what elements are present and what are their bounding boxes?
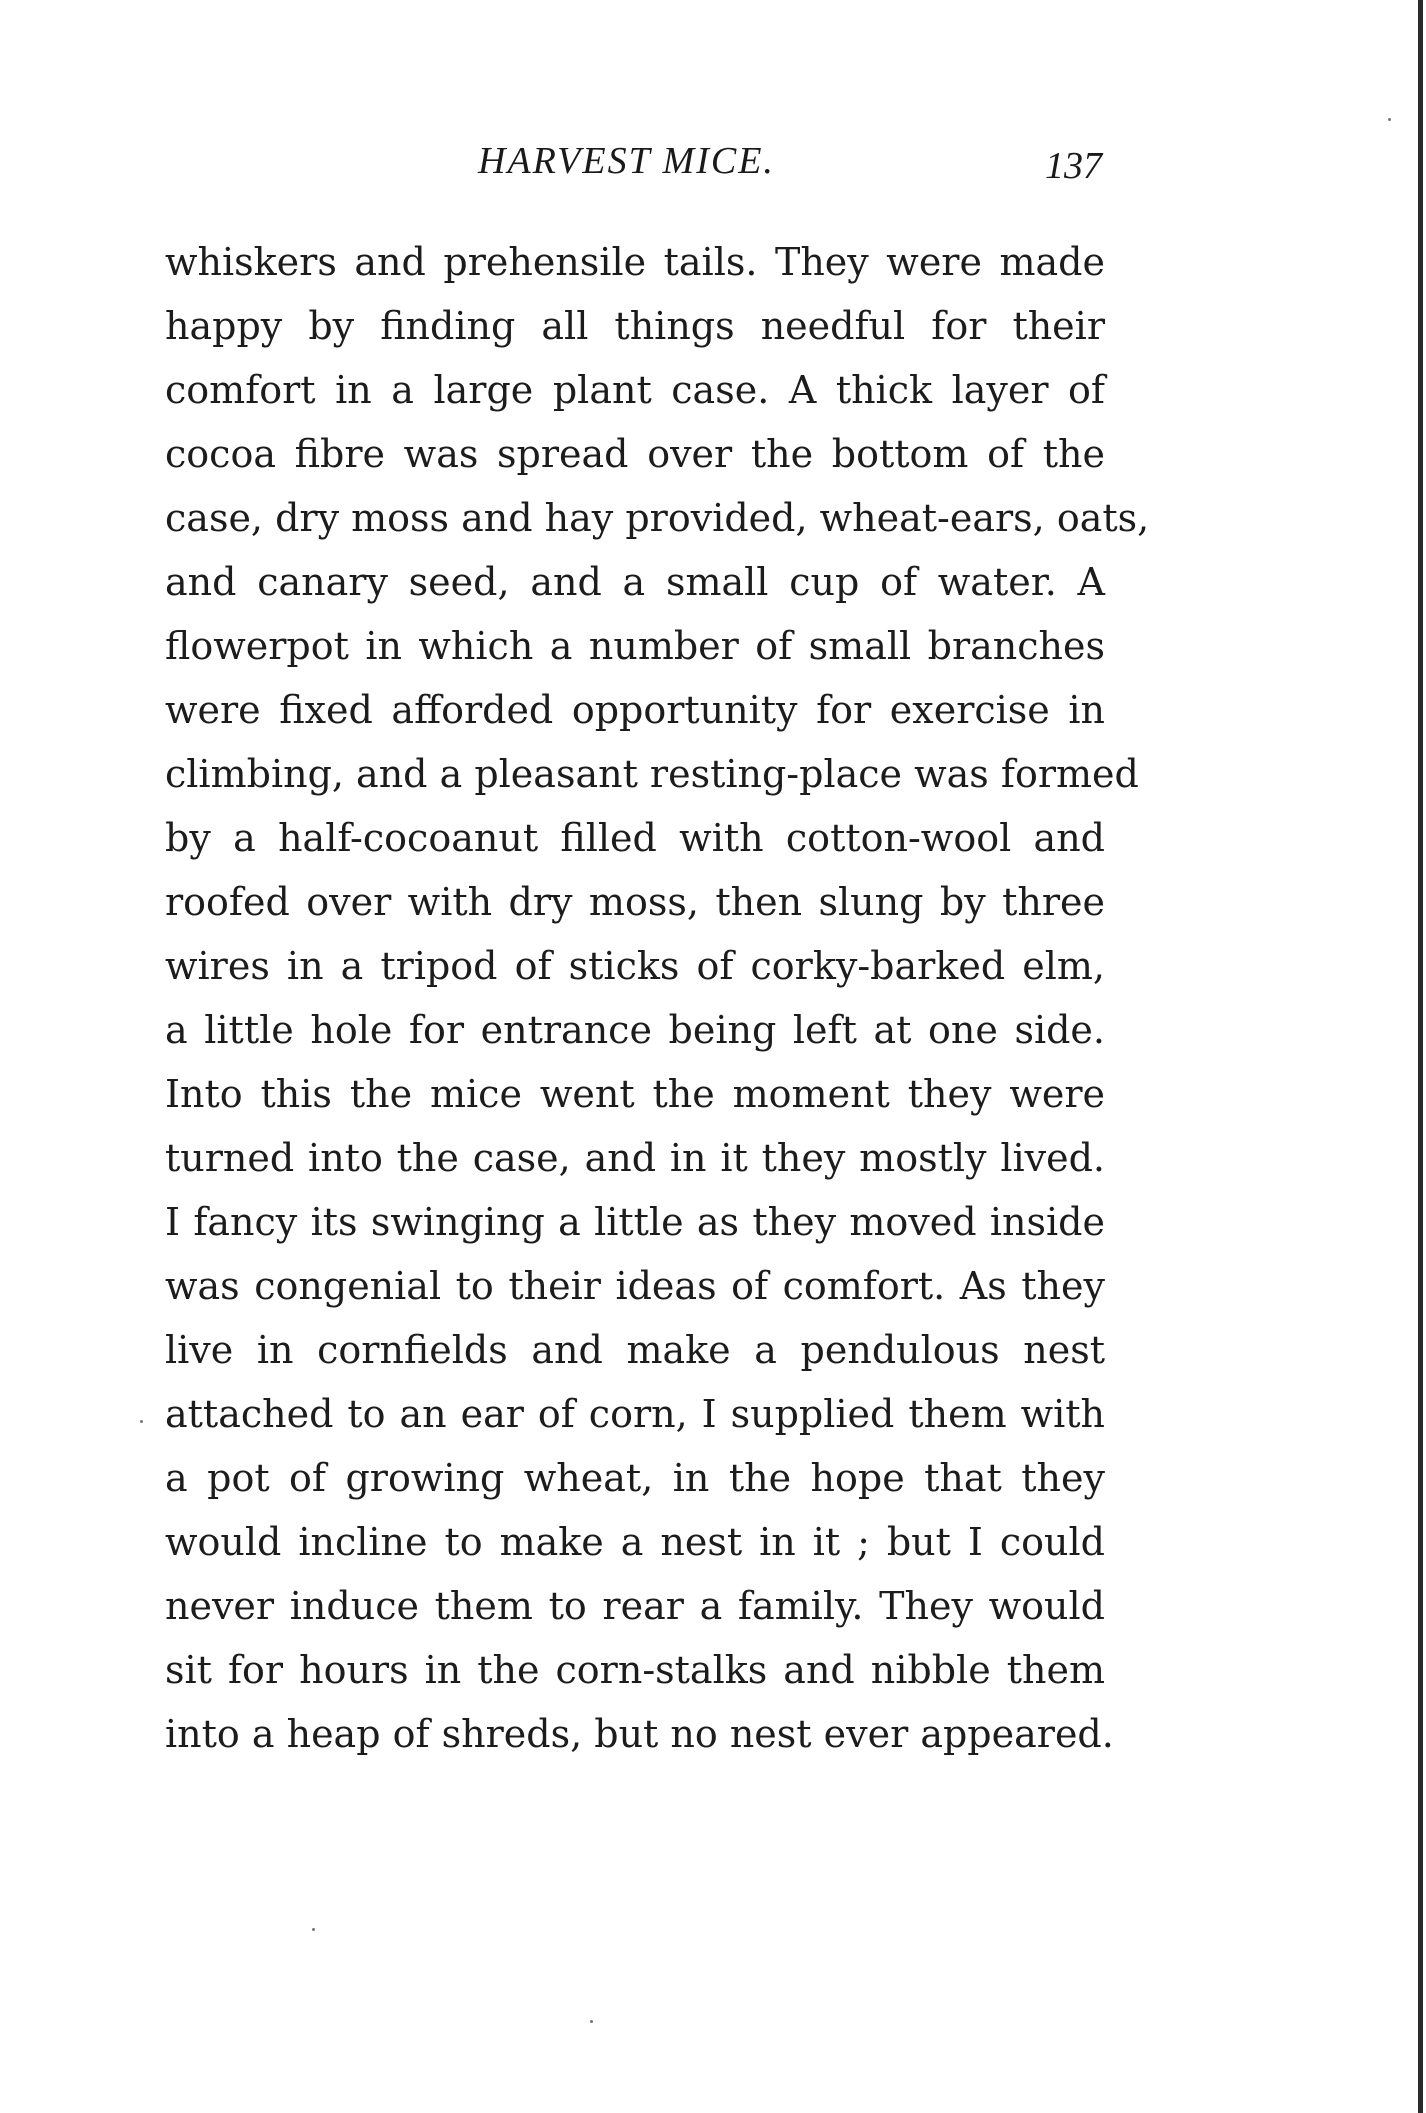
- text-line: was congenial to their ideas of comfort. As they: [165, 1264, 1105, 1308]
- scan-speck: [1388, 118, 1391, 121]
- text-line: were fixed afforded opportunity for exercise in: [165, 688, 1105, 732]
- page-number: 137: [1045, 145, 1102, 187]
- text-line: would incline to make a nest in it ; but I could: [165, 1520, 1105, 1564]
- page-edge-rule: [1418, 0, 1423, 2113]
- text-line: whiskers and prehensile tails. They were made: [165, 240, 1105, 284]
- text-line: never induce them to rear a family. They would: [165, 1584, 1105, 1628]
- text-line: I fancy its swinging a little as they moved inside: [165, 1200, 1105, 1244]
- text-line: roofed over with dry moss, then slung by three: [165, 880, 1105, 924]
- text-line: turned into the case, and in it they mostly lived.: [165, 1136, 1105, 1180]
- text-line: wires in a tripod of sticks of corky-barked elm,: [165, 944, 1105, 988]
- scan-speck: [590, 2020, 593, 2023]
- text-line: live in cornfields and make a pendulous nest: [165, 1328, 1105, 1372]
- text-line: happy by finding all things needful for their: [165, 304, 1105, 348]
- text-line: Into this the mice went the moment they were: [165, 1072, 1105, 1116]
- running-title: HARVEST MICE.: [478, 140, 775, 182]
- text-line: attached to an ear of corn, I supplied them with: [165, 1392, 1105, 1436]
- text-line: climbing, and a pleasant resting-place was formed: [165, 752, 1139, 796]
- text-line: comfort in a large plant case. A thick layer of: [165, 368, 1105, 412]
- text-line: flowerpot in which a number of small branches: [165, 624, 1105, 668]
- text-line: by a half-cocoanut filled with cotton-wool and: [165, 816, 1105, 860]
- text-line: into a heap of shreds, but no nest ever appeared.: [165, 1712, 1114, 1756]
- body-text: [165, 230, 1150, 1766]
- text-line: cocoa fibre was spread over the bottom of the: [165, 432, 1105, 476]
- text-line: sit for hours in the corn-stalks and nibble them: [165, 1648, 1105, 1692]
- text-line: and canary seed, and a small cup of water. A: [165, 560, 1105, 604]
- text-line: a little hole for entrance being left at one side.: [165, 1008, 1105, 1052]
- text-line: a pot of growing wheat, in the hope that they: [165, 1456, 1105, 1500]
- scan-speck: [312, 1928, 315, 1931]
- scan-speck: [140, 1420, 143, 1423]
- text-line: case, dry moss and hay provided, wheat-ears, oats,: [165, 496, 1150, 540]
